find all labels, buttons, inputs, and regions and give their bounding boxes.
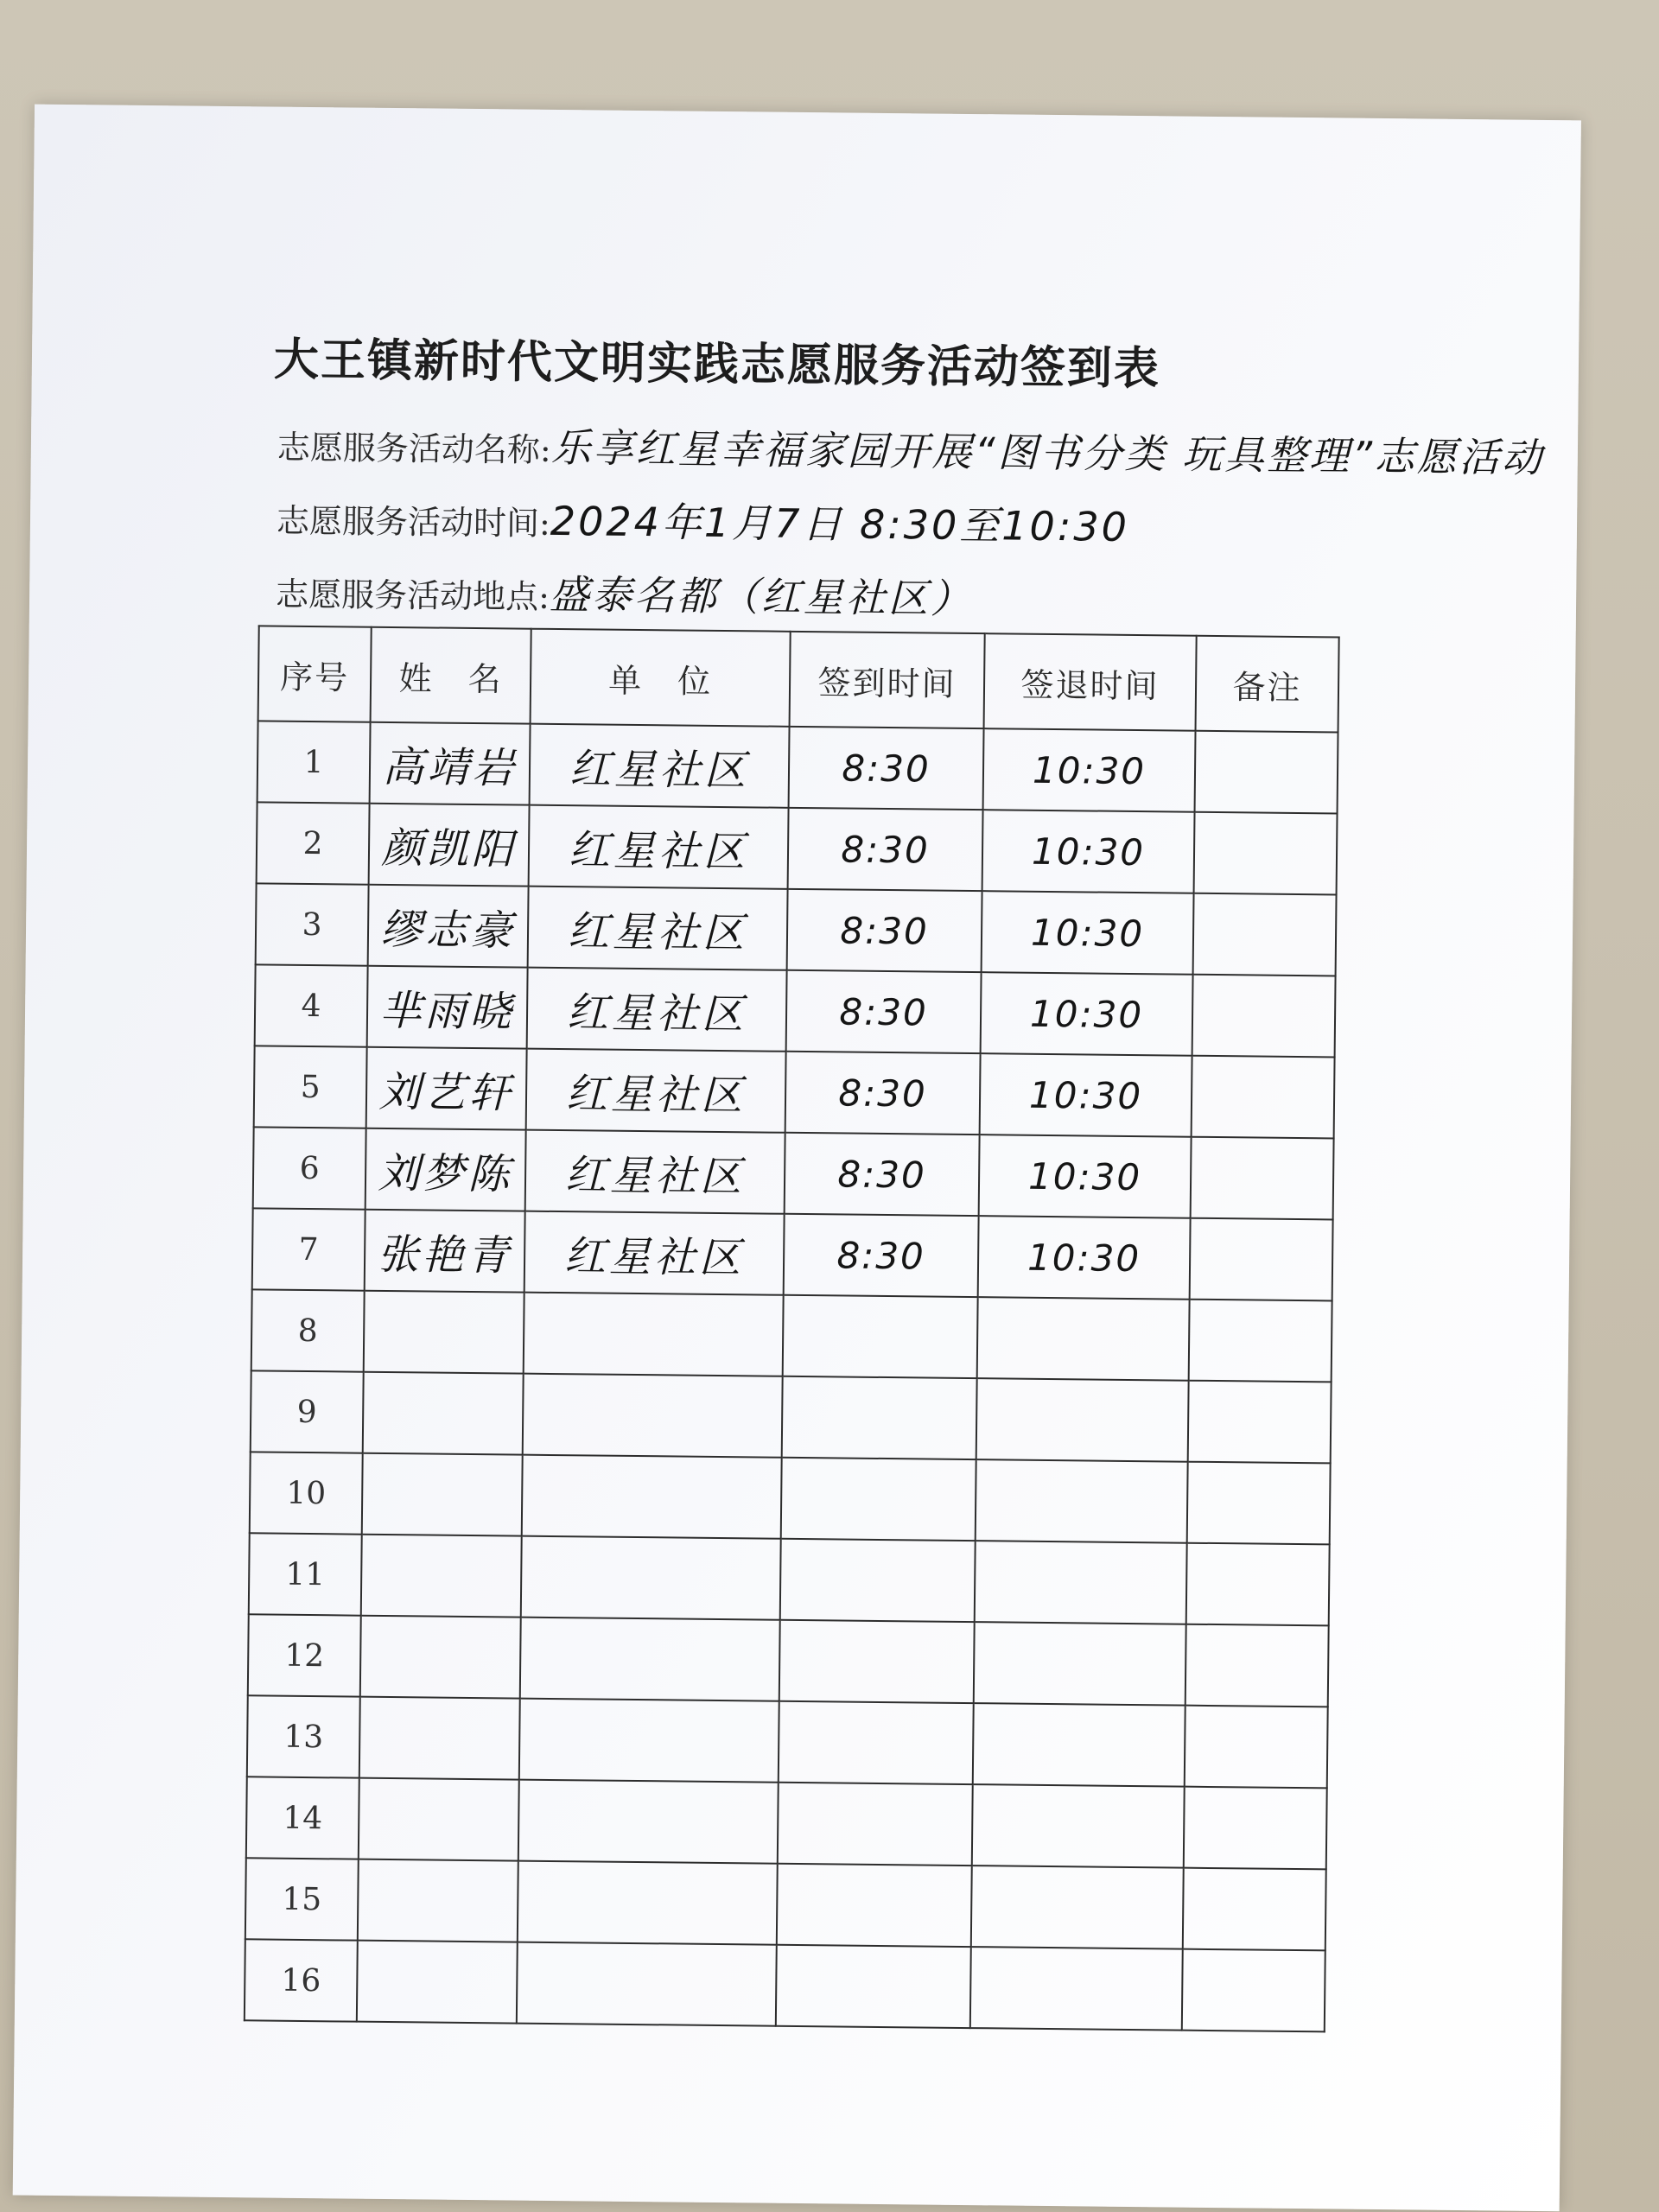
row-unit [518, 1780, 779, 1864]
table-row [250, 1452, 1331, 1544]
row-name [357, 1941, 518, 2024]
row-unit: 红星社区 [530, 724, 790, 808]
row-note [1192, 1056, 1335, 1139]
row-sign-out-time: 10:30 [978, 1216, 1191, 1300]
row-unit [518, 1861, 778, 1945]
activity-time-value: 2024年1月7日 8:30至10:30 [550, 497, 1130, 550]
row-sign-out-time: 10:30 [979, 1135, 1192, 1218]
row-sign-out-time [974, 1622, 1186, 1706]
activity-name-value: 乐享红星幸福家园开展“图书分类 玩具整理”志愿活动 [550, 423, 1545, 481]
row-index: 12 [248, 1614, 361, 1696]
row-note [1190, 1218, 1333, 1301]
row-note [1184, 1787, 1327, 1870]
row-index: 4 [255, 964, 368, 1046]
row-sign-in-time [779, 1620, 975, 1703]
row-note [1183, 1868, 1326, 1951]
row-index: 6 [253, 1127, 366, 1209]
row-note [1188, 1381, 1332, 1464]
activity-name-label: 志愿服务活动名称: [276, 428, 551, 469]
row-name [359, 1697, 520, 1780]
row-sign-out-time: 10:30 [982, 810, 1195, 893]
row-index: 3 [256, 883, 369, 965]
row-sign-out-time [976, 1459, 1188, 1543]
row-sign-in-time [780, 1539, 976, 1622]
row-sign-out-time: 10:30 [981, 972, 1193, 1056]
row-index: 8 [251, 1289, 365, 1371]
row-unit [523, 1374, 783, 1458]
row-note [1186, 1543, 1330, 1626]
row-sign-in-time [782, 1376, 977, 1459]
row-sign-out-time [973, 1703, 1185, 1787]
row-note [1185, 1706, 1328, 1789]
activity-place-label: 志愿服务活动地点: [275, 575, 550, 616]
table-row [246, 1777, 1327, 1869]
activity-place-line [276, 561, 973, 625]
header-sign-out-time: 签退时间 [984, 633, 1197, 731]
row-name: 刘艺轩 [366, 1047, 527, 1130]
row-name: 缪志豪 [368, 885, 529, 968]
row-note [1185, 1624, 1329, 1707]
header-name: 姓 名 [371, 627, 531, 724]
row-sign-out-time: 10:30 [982, 891, 1194, 975]
row-sign-in-time [781, 1458, 976, 1541]
row-name: 刘梦陈 [365, 1128, 526, 1211]
row-index: 11 [249, 1533, 362, 1615]
table-row [251, 1289, 1332, 1382]
row-name: 颜凯阳 [369, 804, 530, 887]
row-unit [517, 1942, 777, 2026]
activity-time-line [276, 487, 1130, 553]
row-sign-in-time: 8:30 [785, 1052, 981, 1135]
row-name: 芈雨晓 [367, 966, 528, 1049]
row-sign-in-time [783, 1295, 978, 1378]
row-sign-out-time [976, 1378, 1189, 1462]
sheet-title: 大王镇新时代文明实践志愿服务活动签到表 [273, 334, 1161, 396]
row-index: 7 [252, 1208, 365, 1290]
sign-in-sheet-paper [13, 105, 1581, 2212]
row-index: 5 [254, 1046, 367, 1128]
row-sign-out-time [977, 1297, 1190, 1381]
row-unit: 红星社区 [526, 1049, 786, 1133]
row-index: 16 [245, 1939, 358, 2021]
row-sign-out-time [975, 1541, 1187, 1624]
header-note: 备注 [1196, 636, 1339, 733]
table-row [248, 1614, 1329, 1707]
row-sign-in-time: 8:30 [785, 1133, 980, 1216]
activity-name-line [277, 414, 1545, 484]
row-note [1191, 1137, 1334, 1220]
row-note [1182, 1949, 1325, 2032]
row-unit: 红星社区 [529, 805, 789, 889]
row-sign-out-time: 10:30 [980, 1053, 1192, 1137]
activity-place-value: 盛泰名都（红星社区） [549, 570, 974, 623]
row-index: 1 [257, 721, 371, 803]
row-sign-in-time: 8:30 [787, 889, 982, 972]
row-name [362, 1453, 523, 1536]
row-sign-in-time [779, 1701, 974, 1784]
row-name [364, 1291, 524, 1374]
row-sign-in-time [776, 1945, 971, 2028]
row-unit: 红星社区 [527, 968, 787, 1052]
row-name [358, 1859, 518, 1942]
row-index: 13 [247, 1695, 360, 1777]
table-row [253, 1127, 1334, 1219]
table-header-row [258, 626, 1339, 732]
row-sign-in-time [777, 1864, 972, 1947]
row-unit [521, 1536, 781, 1620]
table-row [256, 883, 1337, 976]
row-note [1195, 731, 1338, 814]
row-unit: 红星社区 [528, 887, 788, 970]
sign-in-table [244, 625, 1340, 2032]
header-index: 序号 [258, 626, 372, 721]
row-sign-out-time [970, 1947, 1183, 2031]
row-unit [522, 1455, 782, 1539]
row-sign-in-time: 8:30 [784, 1214, 979, 1297]
row-index: 9 [251, 1370, 364, 1452]
row-note [1193, 893, 1337, 976]
header-sign-in-time: 签到时间 [790, 632, 985, 728]
row-name [361, 1535, 522, 1618]
table-row [245, 1939, 1325, 2031]
table-row [245, 1858, 1326, 1950]
row-name [363, 1372, 524, 1455]
row-unit [519, 1699, 779, 1783]
row-index: 10 [250, 1452, 363, 1534]
row-index: 14 [246, 1777, 359, 1859]
row-name [360, 1616, 521, 1699]
row-sign-out-time: 10:30 [983, 728, 1196, 812]
table-row [254, 1046, 1335, 1138]
row-sign-in-time [778, 1783, 973, 1866]
row-index: 15 [245, 1858, 359, 1940]
row-sign-in-time: 8:30 [789, 727, 984, 810]
row-index: 2 [257, 802, 370, 884]
row-unit [520, 1618, 780, 1701]
row-sign-out-time [971, 1866, 1184, 1949]
table-row [252, 1208, 1333, 1300]
row-note [1189, 1300, 1332, 1382]
table-row [247, 1695, 1328, 1788]
row-unit: 红星社区 [525, 1130, 785, 1214]
row-note [1187, 1462, 1331, 1545]
row-sign-in-time: 8:30 [786, 970, 982, 1053]
table-row [249, 1533, 1330, 1625]
row-name [359, 1778, 519, 1861]
row-name: 张艳青 [365, 1210, 525, 1293]
row-unit [524, 1293, 784, 1376]
row-note [1192, 975, 1336, 1058]
row-unit: 红星社区 [524, 1211, 785, 1295]
table-row [257, 802, 1338, 894]
row-sign-in-time: 8:30 [788, 808, 983, 891]
table-row [255, 964, 1336, 1057]
row-sign-out-time [972, 1784, 1185, 1868]
activity-time-label: 志愿服务活动时间: [276, 501, 551, 543]
table-row [251, 1370, 1332, 1463]
header-unit: 单 位 [531, 629, 791, 727]
table-row [257, 721, 1338, 813]
row-name: 高靖岩 [370, 722, 531, 805]
row-note [1194, 812, 1338, 895]
